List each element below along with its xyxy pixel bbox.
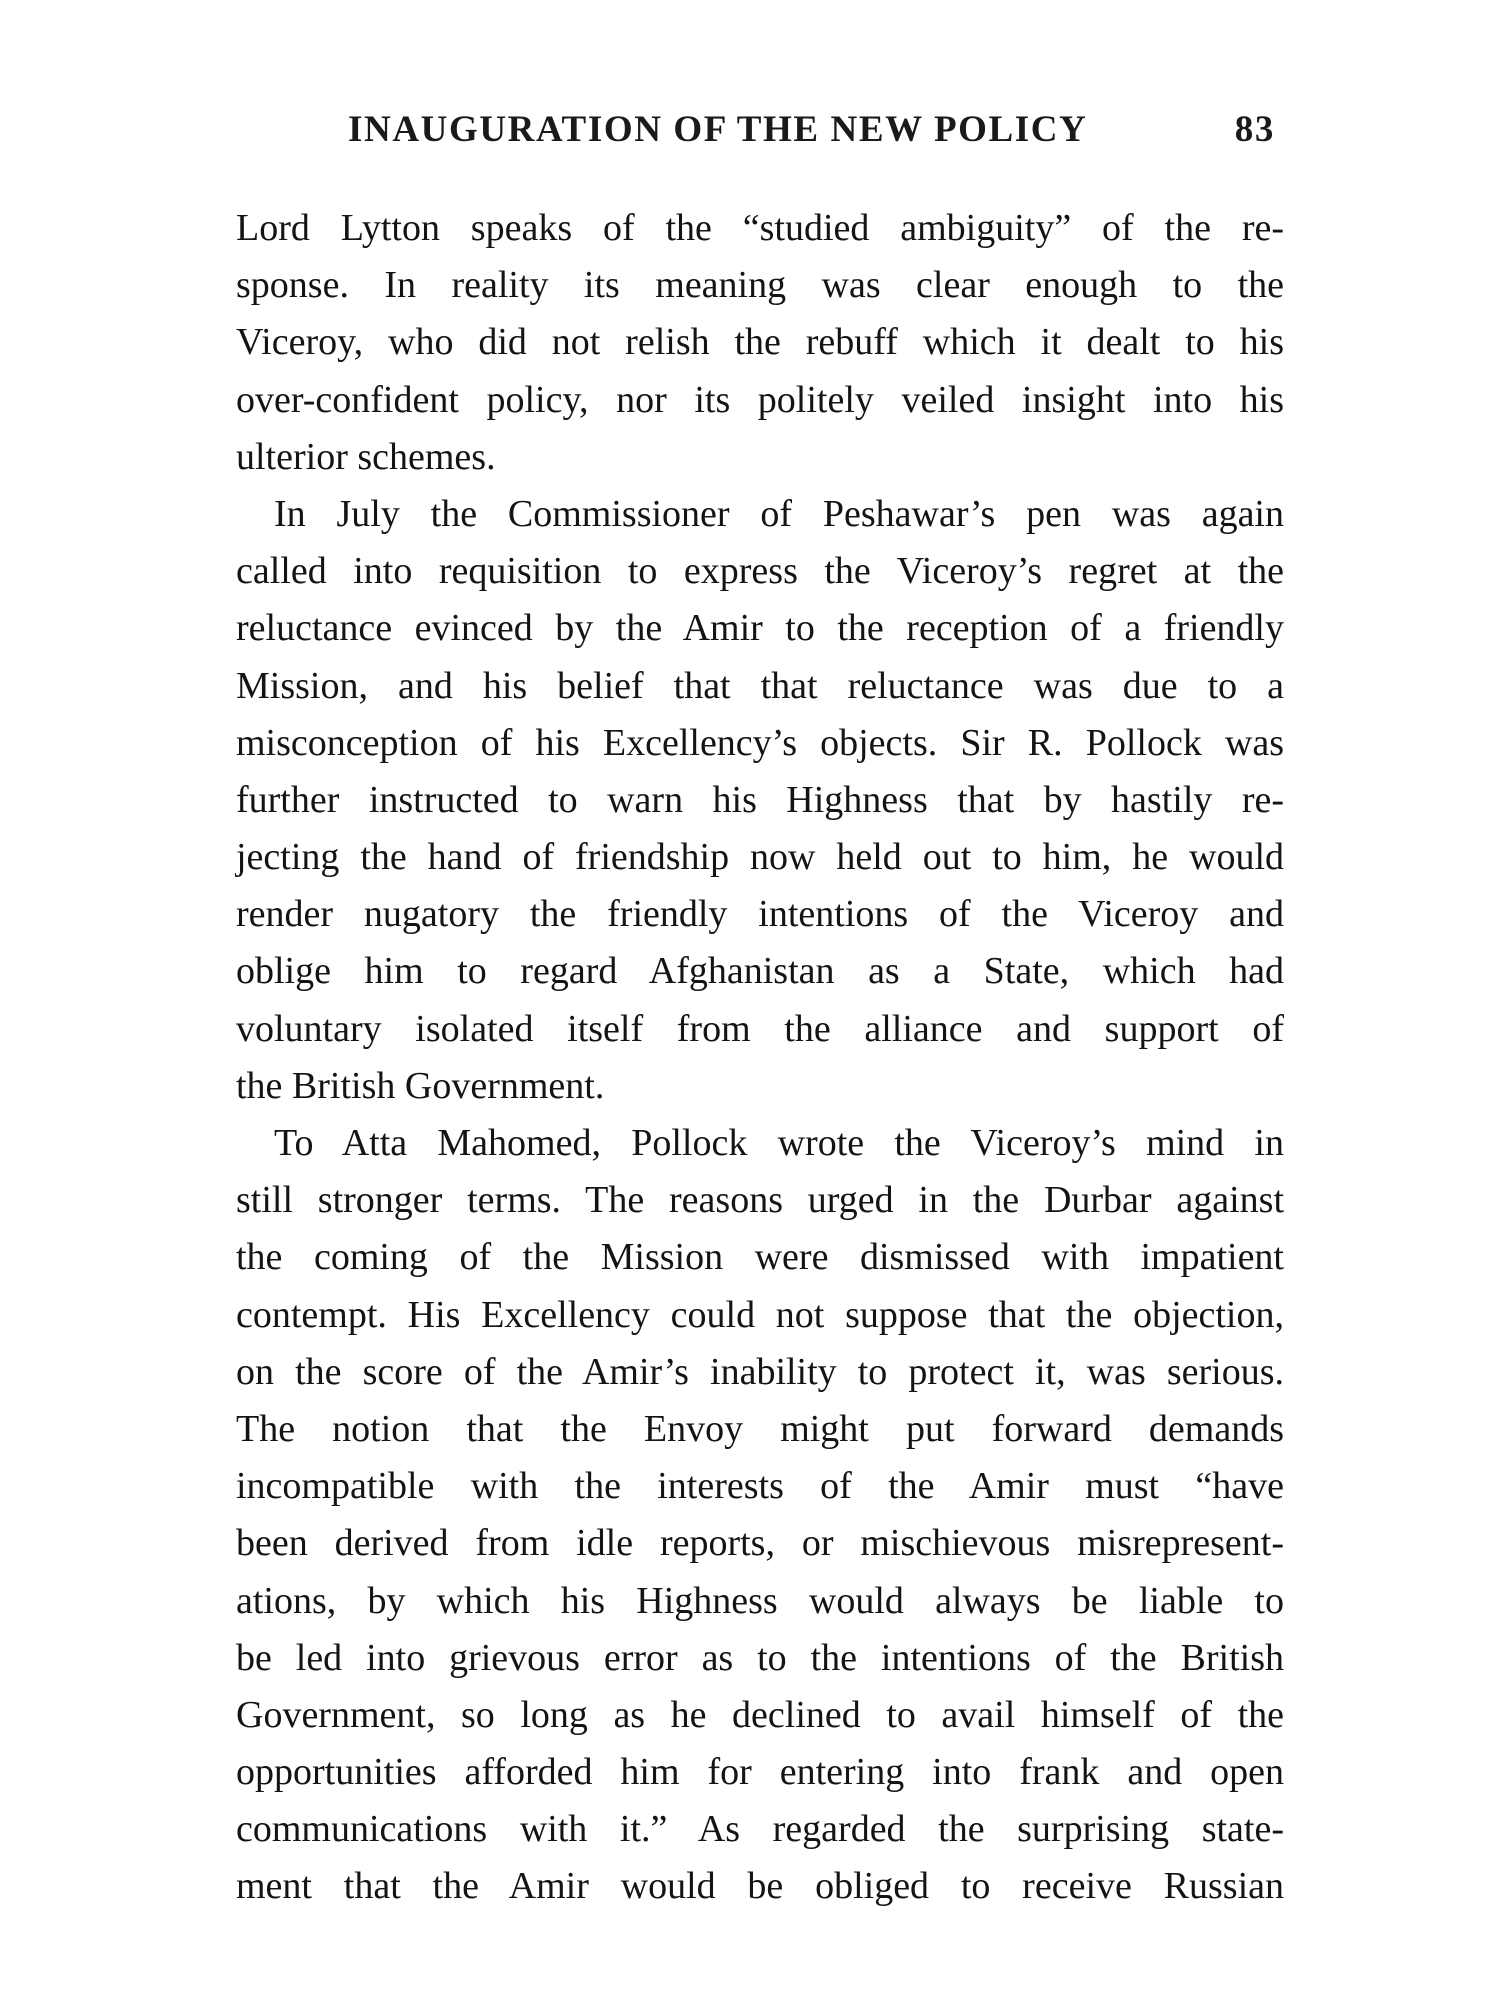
text-line: To Atta Mahomed, Pollock wrote the Viceroy’s mind in — [274, 1122, 1284, 1164]
text-line: jecting the hand of friendship now held out to him, he would — [236, 836, 1284, 879]
text-line: reluctance evinced by the Amir to the reception of a friendly — [236, 607, 1284, 650]
text-line: voluntary isolated itself from the alliance and support of — [236, 1007, 1284, 1050]
text-line: on the score of the Amir’s inability to protect it, was serious. — [236, 1350, 1284, 1393]
running-head — [238, 108, 1283, 168]
text-line: the British Government. — [236, 1064, 605, 1107]
text-line: Viceroy, who did not relish the rebuff which it dealt to his — [236, 321, 1284, 364]
text-line: over-confident policy, nor its politely veiled insight into his — [236, 378, 1284, 421]
text-line: the coming of the Mission were dismissed with impatient — [236, 1236, 1284, 1279]
text-line: misconception of his Excellency’s objects. Sir R. Pollock was — [236, 721, 1284, 764]
text-line: ations, by which his Highness would always be liable to — [236, 1579, 1284, 1622]
text-line: be led into grievous error as to the intentions of the British — [236, 1636, 1284, 1679]
text-line: incompatible with the interests of the Amir must “have — [236, 1465, 1284, 1508]
text-line: ment that the Amir would be obliged to receive Russian — [236, 1865, 1284, 1908]
text-line: In July the Commissioner of Peshawar’s pen was again — [274, 492, 1284, 535]
text-line: called into requisition to express the Viceroy’s regret at the — [236, 550, 1284, 593]
page-number: 83 — [1234, 109, 1275, 150]
text-line: Lord Lytton speaks of the “studied ambiguity” of the re- — [236, 207, 1284, 249]
running-title: INAUGURATION OF THE NEW POLICY — [348, 109, 1088, 150]
text-line: further instructed to warn his Highness that by hastily re- — [236, 778, 1284, 821]
paragraph-3 — [236, 1115, 1284, 1916]
text-line: communications with it.” As regarded the surprising state- — [236, 1808, 1284, 1851]
paragraph-1 — [236, 200, 1284, 486]
text-line: render nugatory the friendly intentions of the Viceroy and — [236, 893, 1284, 936]
text-line: The notion that the Envoy might put forward demands — [236, 1407, 1284, 1450]
text-line: Government, so long as he declined to avail himself of the — [236, 1693, 1284, 1736]
text-line: sponse. In reality its meaning was clear enough to the — [236, 264, 1284, 307]
text-line: been derived from idle reports, or mischievous misrepresent- — [236, 1522, 1284, 1565]
text-line: oblige him to regard Afghanistan as a State, which had — [236, 950, 1284, 993]
body-text — [236, 200, 1284, 1916]
text-line: Mission, and his belief that that reluctance was due to a — [236, 664, 1284, 707]
paragraph-2 — [236, 486, 1284, 1115]
text-line: contempt. His Excellency could not suppose that the objection, — [236, 1293, 1284, 1336]
text-line: opportunities afforded him for entering into frank and open — [236, 1751, 1284, 1794]
text-line: ulterior schemes. — [236, 435, 496, 478]
text-line: still stronger terms. The reasons urged in the Durbar against — [236, 1179, 1284, 1222]
